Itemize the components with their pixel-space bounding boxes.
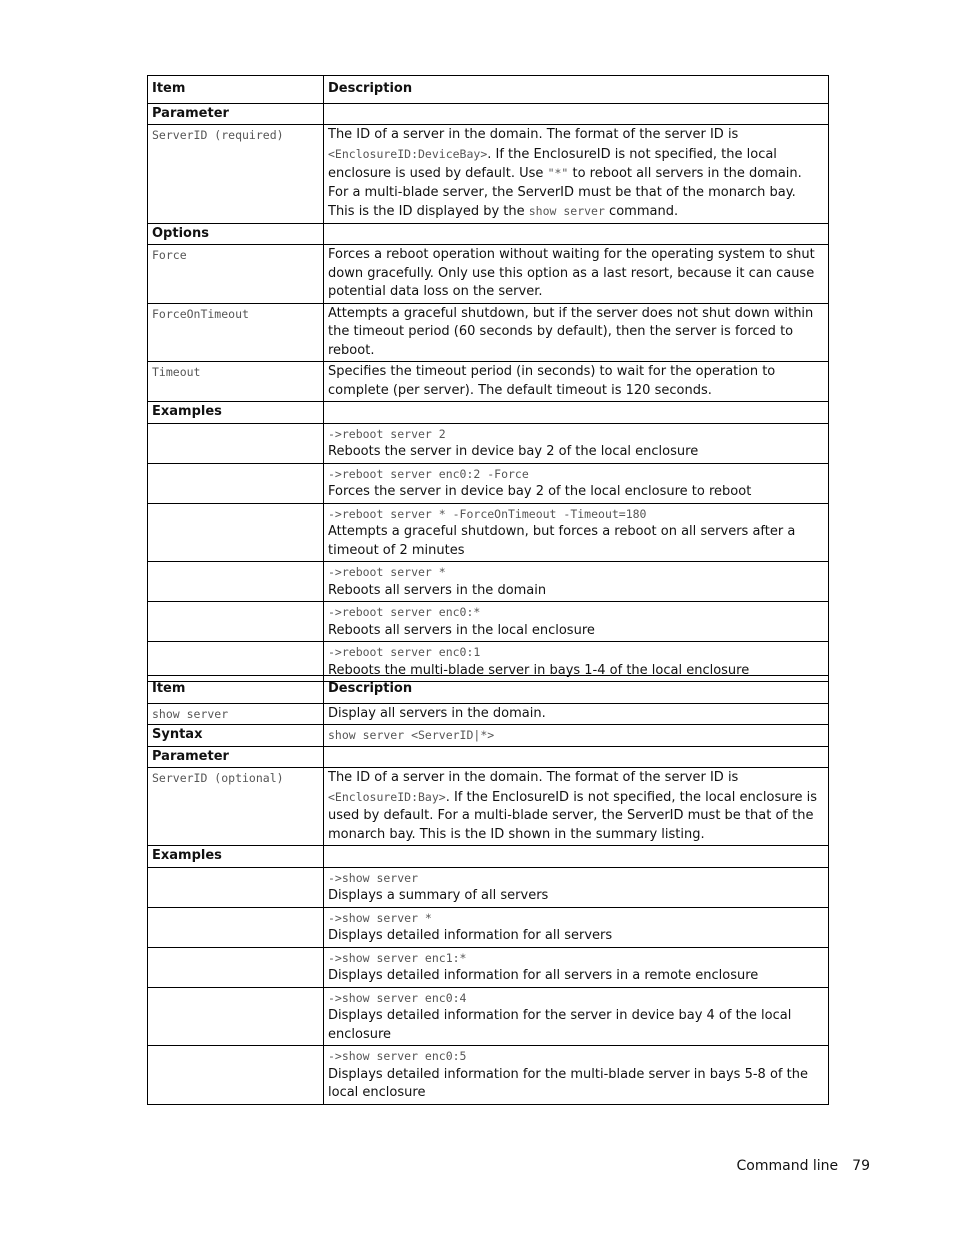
example-command: ->show server enc0:5	[328, 1049, 467, 1063]
description-text: to reboot all servers in the domain. For a multi-blade server, the ServerID must be that of the monarch bay. This is the ID displayed by the	[328, 166, 802, 219]
example-command: ->reboot server *	[328, 565, 446, 579]
example-cell	[324, 602, 829, 642]
table-row	[148, 1046, 829, 1105]
section-row-parameter	[148, 103, 829, 125]
table-header-row	[148, 76, 829, 104]
inline-code: <EnclosureID:DeviceBay>	[328, 146, 488, 161]
table-row	[148, 562, 829, 602]
table-row	[148, 947, 829, 987]
item-column-header: Item	[148, 76, 324, 104]
example-command: ->reboot server 2	[328, 426, 446, 441]
table-row	[148, 907, 829, 947]
example-description: Reboots all servers in the local enclosure	[328, 622, 595, 638]
table-row	[148, 423, 829, 463]
item-column-header: Item	[148, 676, 324, 704]
table-row	[148, 987, 829, 1046]
table-row	[148, 725, 829, 747]
example-cell	[324, 423, 829, 463]
example-command: ->show server enc1:*	[328, 950, 467, 965]
section-heading: Examples	[148, 402, 324, 424]
section-row-options	[148, 223, 829, 245]
parameter-name: ServerID (required)	[148, 125, 324, 224]
footer-section-title: Command line	[736, 1158, 839, 1174]
page-footer	[723, 1158, 871, 1174]
empty-cell	[148, 463, 324, 503]
example-command: ->reboot server enc0:*	[328, 605, 481, 619]
page-number: 79	[852, 1158, 870, 1174]
example-command: ->show server enc0:4	[328, 990, 467, 1005]
example-cell	[324, 947, 829, 987]
example-description: Displays detailed information for the server in device bay 4 of the local enclosure	[328, 1008, 792, 1042]
description-column-header: Description	[324, 76, 829, 104]
section-row-examples	[148, 846, 829, 868]
option-name: ForceOnTimeout	[148, 303, 324, 362]
example-description: Reboots all servers in the domain	[328, 582, 547, 598]
example-description: Displays a summary of all servers	[328, 888, 549, 903]
description-text: The ID of a server in the domain. The format of the server ID is	[328, 127, 739, 142]
inline-code: "*"	[547, 166, 569, 180]
empty-cell	[148, 987, 324, 1046]
inline-code: show server	[528, 204, 605, 218]
example-description: Forces the server in device bay 2 of the local enclosure to reboot	[328, 484, 752, 499]
table-row	[148, 768, 829, 846]
section-row-parameter	[148, 746, 829, 768]
table-row	[148, 602, 829, 642]
table-row	[148, 125, 829, 224]
option-name: Force	[148, 245, 324, 304]
empty-cell	[324, 746, 829, 768]
example-cell	[324, 562, 829, 602]
table-row	[148, 867, 829, 907]
option-description: Attempts a graceful shutdown, but if the server does not shut down within the timeout period (60 seconds by default), then the server is forced to reboot.	[324, 303, 829, 362]
section-row-examples	[148, 402, 829, 424]
section-heading: Parameter	[148, 746, 324, 768]
example-cell	[324, 987, 829, 1046]
description-text: The ID of a server in the domain. The format of the server ID is	[328, 770, 739, 785]
option-description: Forces a reboot operation without waiting for the operating system to shut down gracefully. Only use this option as a last resort, because it can cause potential data loss on the server.	[324, 245, 829, 304]
section-heading: Parameter	[148, 103, 324, 125]
table-row	[148, 503, 829, 562]
description-text: command.	[604, 204, 679, 219]
inline-code: <EnclosureID:Bay>	[328, 789, 446, 804]
empty-cell	[148, 867, 324, 907]
example-description: Displays detailed information for the multi-blade server in bays 5-8 of the local enclosure	[328, 1066, 808, 1100]
example-description: Displays detailed information for all servers	[328, 928, 613, 943]
description-text: . If the EnclosureID is not specified, the local enclosure is used by default. Use	[328, 146, 777, 181]
example-cell	[324, 1046, 829, 1105]
table-row	[148, 362, 829, 402]
table-row	[148, 703, 829, 725]
empty-cell	[148, 907, 324, 947]
example-command: ->reboot server enc0:2 -Force	[328, 466, 529, 481]
section-heading: Syntax	[148, 725, 324, 747]
table-row	[148, 245, 829, 304]
description-text: . If the EnclosureID is not specified, the local enclosure is used by default. For a multi-blade server, the ServerID must be that of the monarch bay. This is the ID shown in the summary listing.	[328, 789, 818, 842]
example-cell	[324, 867, 829, 907]
command-name: show server	[148, 703, 324, 725]
syntax-text: show server <ServerID|*>	[324, 725, 829, 747]
empty-cell	[324, 846, 829, 868]
empty-cell	[148, 423, 324, 463]
empty-cell	[148, 947, 324, 987]
table-header-row	[148, 676, 829, 704]
example-description: Reboots the multi-blade server in bays 1-4 of the local enclosure	[328, 662, 750, 678]
option-name: Timeout	[148, 362, 324, 402]
example-command: ->show server *	[328, 910, 432, 925]
parameter-description	[324, 768, 829, 846]
section-heading: Examples	[148, 846, 324, 868]
command-description: Display all servers in the domain.	[324, 703, 829, 725]
empty-cell	[324, 223, 829, 245]
empty-cell	[148, 503, 324, 562]
reboot-server-table	[147, 75, 829, 682]
option-description: Specifies the timeout period (in seconds) to wait for the operation to complete (per server). The default timeout is 120 seconds.	[324, 362, 829, 402]
empty-cell	[148, 1046, 324, 1105]
example-command: ->reboot server enc0:1	[328, 645, 481, 659]
example-description: Reboots the server in device bay 2 of the local enclosure	[328, 444, 699, 459]
example-cell	[324, 907, 829, 947]
example-cell	[324, 503, 829, 562]
empty-cell	[324, 402, 829, 424]
example-description: Attempts a graceful shutdown, but forces a reboot on all servers after a timeout of 2 minutes	[328, 524, 796, 558]
table-row	[148, 463, 829, 503]
empty-cell	[148, 602, 324, 642]
show-server-table	[147, 675, 829, 1105]
table-row	[148, 303, 829, 362]
empty-cell	[324, 103, 829, 125]
parameter-description	[324, 125, 829, 224]
example-command: ->show server	[328, 870, 419, 885]
section-heading: Options	[148, 223, 324, 245]
empty-cell	[148, 562, 324, 602]
parameter-name: ServerID (optional)	[148, 768, 324, 846]
example-command: ->reboot server * -ForceOnTimeout -Timeout=180	[328, 506, 647, 521]
example-cell	[324, 463, 829, 503]
description-column-header: Description	[324, 676, 829, 704]
example-description: Displays detailed information for all servers in a remote enclosure	[328, 968, 759, 983]
